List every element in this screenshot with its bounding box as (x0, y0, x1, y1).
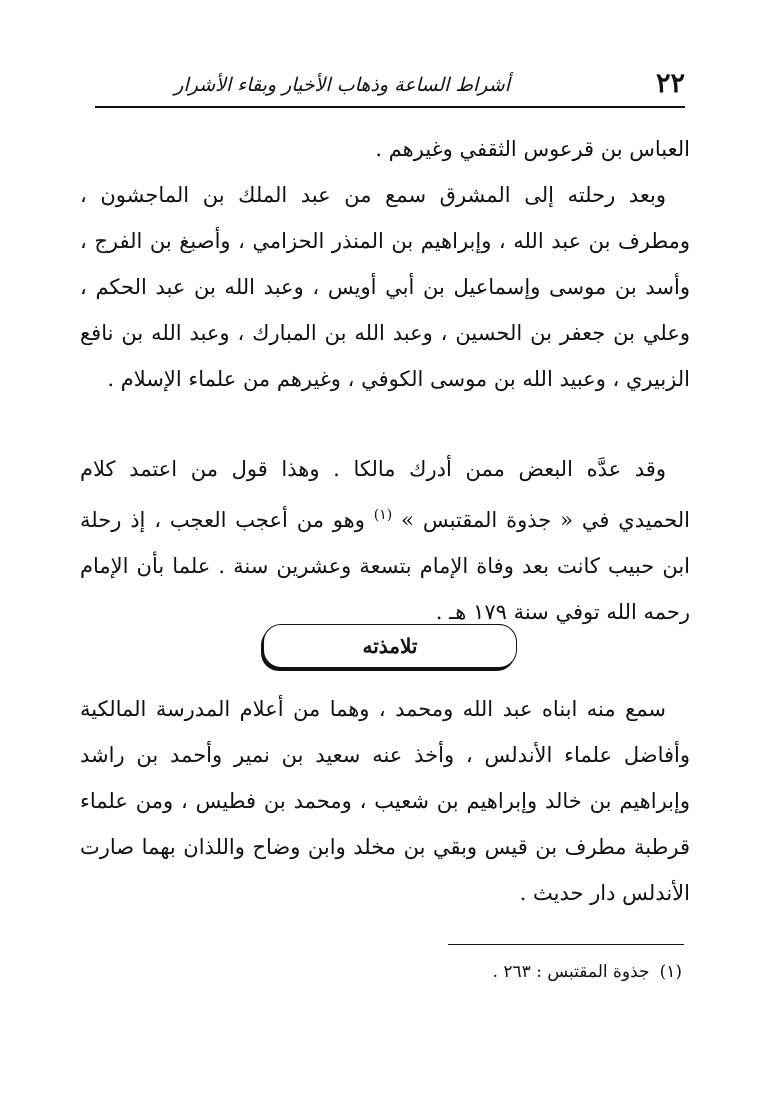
running-title: أشراط الساعة وذهاب الأخيار وبقاء الأشرار (174, 74, 510, 96)
paragraph-2: وبعد رحلته إلى المشرق سمع من عبد الملك بن الماجشون ، ومطرف بن عبد الله ، وإبراهيم بن المنذر الحزامي ، وأصبغ بن الفرج ، وأسد بن موسى وإسماعيل بن أبي أويس ، وعبد الله بن عبد الحكم ، وعلي بن جعفر بن الحسين ، وعبد الله بن المبارك ، وعبد الله بن نافع الزبيري ، وعبيد الله بن موسى الكوفي ، وغيرهم من علماء الإسلام . (80, 183, 690, 391)
footnote-reference: (١) (373, 507, 393, 523)
footnote-divider (448, 944, 684, 945)
text-block-top (80, 126, 690, 402)
paragraph-3 (80, 446, 690, 635)
section-title: تلامذته (362, 634, 418, 658)
footnote-number: (١) (659, 962, 682, 982)
paragraph-3-start: وقد عدَّه البعض ممن أدرك مالكا . وهذا قول من اعتمد كلام الحميدي في « جذوة المقتبس » (80, 457, 690, 532)
footnote (493, 962, 682, 982)
paragraph-4: سمع منه ابناه عبد الله ومحمد ، وهما من أعلام المدرسة المالكية وأفاضل علماء الأندلس ، وأخذ عنه سعيد بن نمير وأحمد بن راشد وإبراهيم بن خالد وإبراهيم بن شعيب ، ومحمد بن فطيس ، ومن علماء قرطبة مطرف بن قيس وبقي بن مخلد وابن وضاح واللذان بهما صارت الأندلس دار حديث . (80, 697, 690, 905)
paragraph-3-end: وهو من أعجب العجب ، إذ رحلة ابن حبيب كانت بعد وفاة الإمام بتسعة وعشرين سنة . علما بأن الإمام رحمه الله توفي سنة ١٧٩ هـ . (80, 508, 690, 624)
footnote-text: جذوة المقتبس : ٢٦٣ . (492, 962, 650, 982)
text-block-bottom (80, 686, 690, 916)
section-title-box (263, 624, 517, 668)
page-header (95, 62, 685, 108)
text-block-middle (80, 446, 690, 635)
page-number: ٢٢ (655, 68, 685, 99)
paragraph-1: العباس بن قرعوس الثقفي وغيرهم . (375, 137, 690, 161)
